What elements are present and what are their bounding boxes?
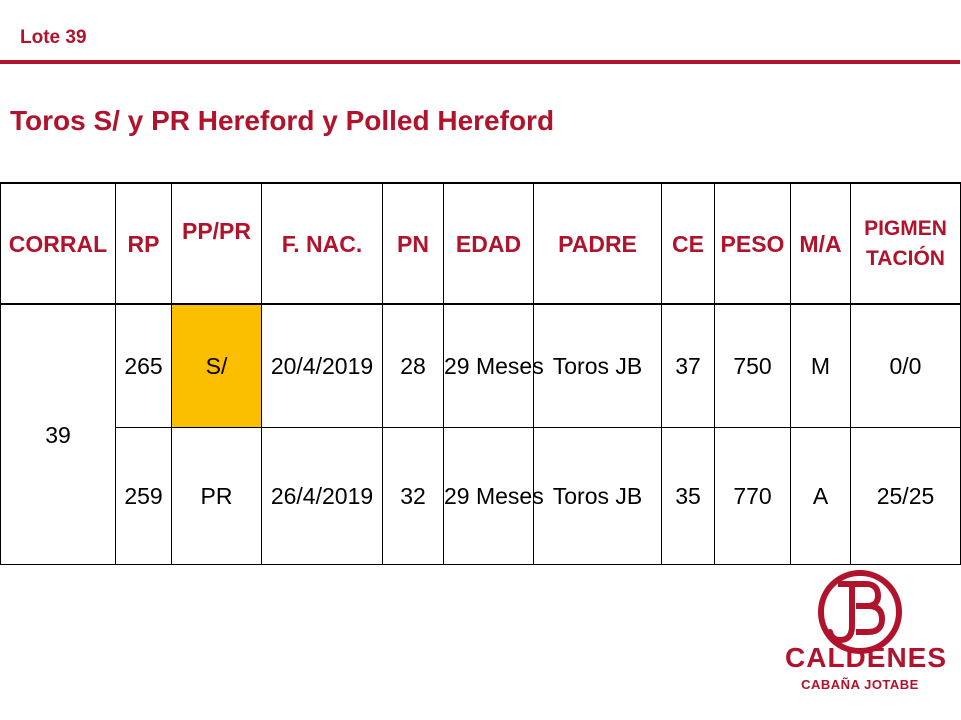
lot-table (0, 182, 961, 565)
header-divider (0, 60, 960, 64)
pigmentacion-cell: 25/25 (851, 428, 961, 565)
m-a-cell: M (791, 304, 851, 428)
peso-cell: 770 (715, 428, 791, 565)
pp-pr-cell: PR (172, 428, 262, 565)
peso-cell: 750 (715, 304, 791, 428)
col-header-f-nac: F. NAC. (262, 183, 383, 304)
table-header-row (1, 183, 961, 304)
col-header-rp: RP (116, 183, 172, 304)
corral-cell: 39 (1, 304, 116, 565)
pn-cell: 28 (383, 304, 444, 428)
col-header-pp-pr: PP/PR (172, 183, 262, 304)
rp-cell: 265 (116, 304, 172, 428)
edad-cell: 29 Meses (444, 428, 534, 565)
brand-subtitle: CABAÑA JOTABE (801, 677, 919, 692)
col-header-edad: EDAD (444, 183, 534, 304)
col-header-padre: PADRE (534, 183, 662, 304)
pp-pr-cell: S/ (172, 304, 262, 428)
ce-cell: 37 (662, 304, 715, 428)
lot-label: Lote 39 (20, 27, 87, 48)
col-header-peso: PESO (715, 183, 791, 304)
edad-cell: 29 Meses (444, 304, 534, 428)
pigmentacion-cell: 0/0 (851, 304, 961, 428)
brand-name: CALDENES (785, 642, 948, 673)
rp-cell: 259 (116, 428, 172, 565)
pn-cell: 32 (383, 428, 444, 565)
col-header-ce: CE (662, 183, 715, 304)
col-header-pn: PN (383, 183, 444, 304)
col-header-m-a: M/A (791, 183, 851, 304)
col-header-corral: CORRAL (1, 183, 116, 304)
page-title: Toros S/ y PR Hereford y Polled Hereford (10, 105, 555, 136)
table-row (1, 304, 961, 428)
ce-cell: 35 (662, 428, 715, 565)
padre-cell: Toros JB (534, 428, 662, 565)
f-nac-cell: 26/4/2019 (262, 428, 383, 565)
m-a-cell: A (791, 428, 851, 565)
padre-cell: Toros JB (534, 304, 662, 428)
table-row (1, 428, 961, 565)
col-header-pigmentacion: PIGMEN TACIÓN (851, 183, 961, 304)
f-nac-cell: 20/4/2019 (262, 304, 383, 428)
